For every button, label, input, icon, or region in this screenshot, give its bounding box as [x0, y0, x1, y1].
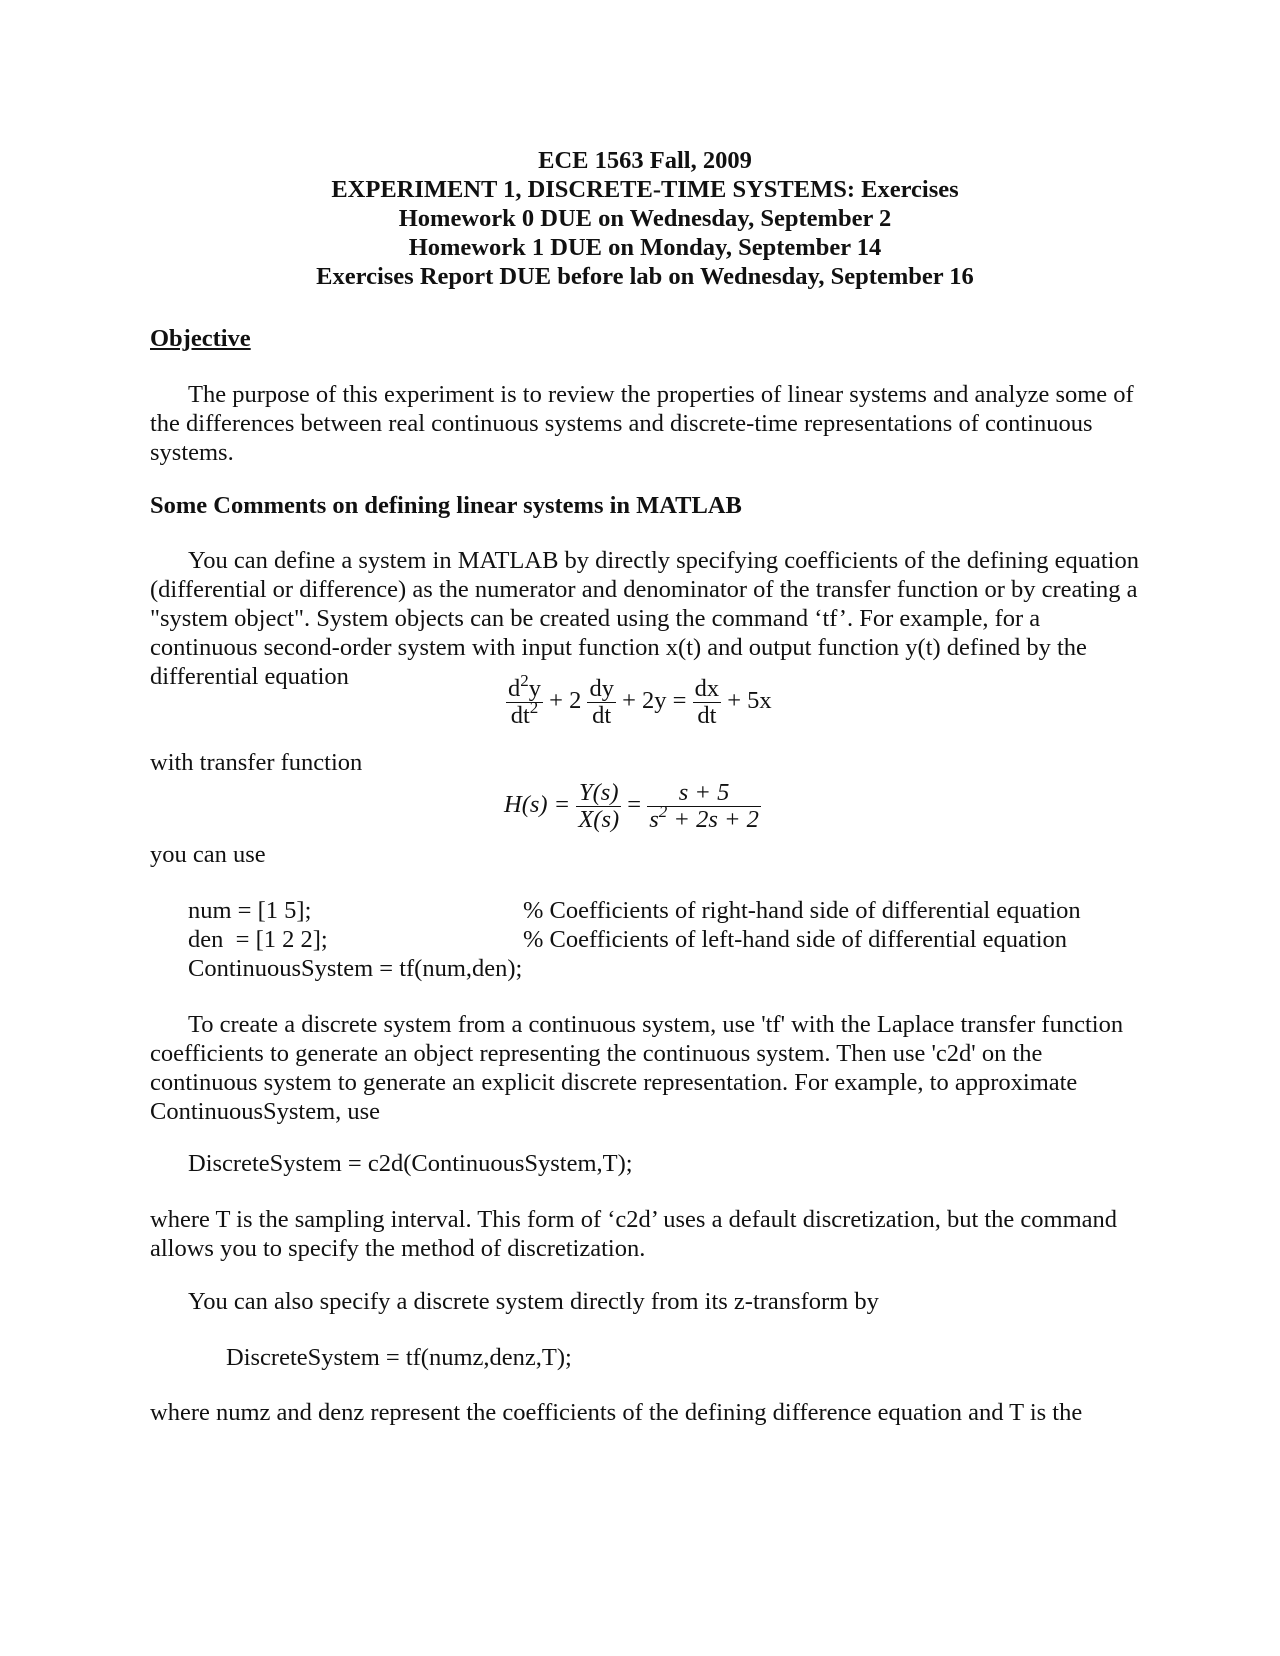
comments-paragraph-5: where numz and denz represent the coefficients of the defining difference equation and T is the	[150, 1399, 1083, 1426]
code-num: num = [1 5];	[188, 897, 312, 924]
homework0-due: Homework 0 DUE on Wednesday, September 2	[398, 205, 892, 232]
with-transfer-function-label: with transfer function	[150, 749, 363, 776]
objective-heading: Objective	[150, 325, 251, 352]
differential-equation: $\frac{d^2y}{dt^2}$ + 2 $\frac{dy}{dt}$ + 2y = $\frac{dx}{dt}$ + 5x	[508, 671, 772, 729]
you-can-use-label: you can use	[150, 841, 266, 868]
dy-dt-fraction: $\frac{dy}{dt}$	[589, 675, 614, 729]
code-continuous-system: ContinuousSystem = tf(num,den);	[188, 955, 523, 982]
comments-paragraph-2: To create a discrete system from a continuous system, use 'tf' with the Laplace transfer function coefficients to generate an object representing the continuous system. Then use 'c2d' on the continuous system to generate an explicit discrete representation. For example, to approximate ContinuousSystem, use	[150, 1011, 1124, 1125]
homework1-due: Homework 1 DUE on Monday, September 14	[408, 234, 882, 261]
code-den: den = [1 2 2];	[188, 926, 328, 953]
comments-paragraph-4: You can also specify a discrete system directly from its z-transform by	[188, 1288, 879, 1315]
comments-heading: Some Comments on defining linear systems in MATLAB	[150, 492, 742, 519]
comments-paragraph-3: where T is the sampling interval. This form of ‘c2d’ uses a default discretization, but the command allows you to specify the method of discretization.	[150, 1206, 1118, 1262]
transfer-function-equation: H(s) = $\frac{Y(s)}{X(s)}$ = $\frac{s + 5}{s^2 + 2s + 2}$	[504, 779, 759, 833]
dx-dt-fraction: $\frac{dx}{dt}$	[694, 675, 720, 729]
Y-over-X-fraction: $\frac{Y(s)}{X(s)}$	[578, 779, 620, 833]
code-den-comment: % Coefficients of left-hand side of differential equation	[523, 926, 1068, 953]
report-due: Exercises Report DUE before lab on Wednesday, September 16	[316, 263, 974, 290]
code-c2d: DiscreteSystem = c2d(ContinuousSystem,T);	[188, 1150, 633, 1177]
course-title: ECE 1563 Fall, 2009	[538, 147, 752, 174]
comments-paragraph-1: You can define a system in MATLAB by directly specifying coefficients of the defining equation (differential or difference) as the numerator and denominator of the transfer function or by creating a "system object". System objects can be created using the command ‘tf’. For example, for a continuous second-order system with input function x(t) and output function y(t) defined by the differential equation	[150, 547, 1139, 690]
d2y-dt2-fraction: $\frac{d^2y}{dt^2}$	[508, 671, 541, 729]
experiment-title: EXPERIMENT 1, DISCRETE-TIME SYSTEMS: Exercises	[331, 176, 959, 203]
transfer-function-fraction: $\frac{s + 5}{s^2 + 2s + 2}$	[649, 779, 759, 833]
document-page	[150, 146, 1140, 1426]
objective-paragraph: The purpose of this experiment is to review the properties of linear systems and analyze some of the differences between real continuous systems and discrete-time representations of continuous systems.	[150, 381, 1134, 466]
code-tf-discrete: DiscreteSystem = tf(numz,denz,T);	[226, 1344, 572, 1371]
code-num-comment: % Coefficients of right-hand side of differential equation	[523, 897, 1081, 924]
document-header	[150, 146, 1140, 291]
